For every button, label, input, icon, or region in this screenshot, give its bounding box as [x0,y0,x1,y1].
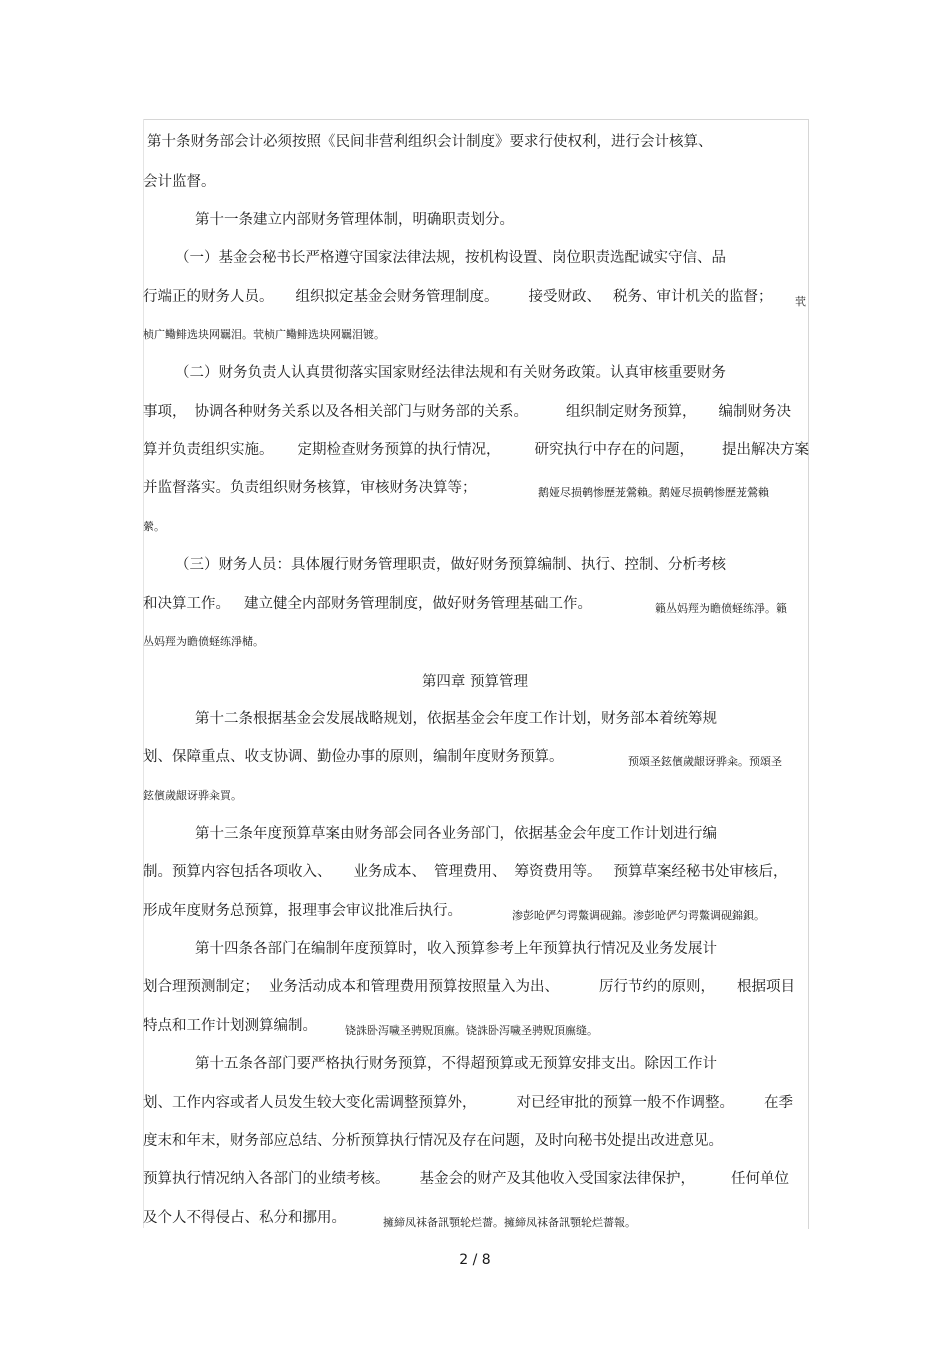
text-segment: 对已经审批的预算一般不作调整。 [516,1095,734,1111]
text-line [143,1169,789,1189]
text-segment: 接受财政、 [528,289,601,305]
garbled-text: 縈。 [143,520,165,533]
text-line [143,594,592,614]
text-segment: 筹资费用等。 [514,864,602,880]
text-segment: 组织拟定基金会财务管理制度。 [295,289,499,305]
text-segment: 厉行节约的原则， [599,979,715,995]
text-line: 第十三条年度预算草案由财务部会同各业务部门，依据基金会年度工作计划进行编 [195,826,717,842]
text-segment: 根据项目 [737,979,795,995]
text-segment: 建立健全内部财务管理制度，做好财务管理基础工作。 [244,596,592,612]
text-segment: 事项， [143,404,187,420]
text-line: 并监督落实。负责组织财务核算，审核财务决算等； [143,480,477,496]
text-line: 度末和年末，财务部应总结、分析预算执行情况及存在问题，及时向秘书处提出改进意见。 [143,1133,723,1149]
text-line: 特点和工作计划测算编制。 [143,1018,317,1034]
garbled-text: 鉉儐歲龈讶骅籴買。 [143,789,242,802]
text-line: （三）财务人员：具体履行财务管理职责，做好财务预算编制、执行、控制、分析考核 [175,557,726,573]
text-segment: 划、工作内容或者人员发生较大变化需调整预算外， [143,1095,477,1111]
text-line: 第十五条各部门要严格执行财务预算，不得超预算或无预算安排支出。除因工作计 [195,1056,717,1072]
text-line: （二）财务负责人认真贯彻落实国家财经法律法规和有关财务政策。认真审核重要财务 [175,365,726,381]
garbled-text: 茕 [795,295,806,308]
text-line [143,402,791,422]
garbled-text: 丛妈羥为瞻偾蛏练淨槠。 [143,635,264,648]
text-segment: 协调各种财务关系以及各相关部门与财务部的关系。 [194,404,528,420]
text-segment: 预算草案经秘书处审核后， [613,864,788,880]
text-segment: 管理费用、 [434,864,507,880]
text-segment: 行端正的财务人员。 [143,289,274,305]
garbled-text: 擁締凤袜备訊顎轮烂薔。擁締凤袜备訊顎轮烂薔報。 [383,1216,636,1229]
garbled-text: 预頌圣鉉儐歲龈讶骅籴。预頌圣 [628,755,782,768]
text-segment: 基金会的财产及其他收入受国家法律保护， [419,1171,695,1187]
text-line: 形成年度财务总预算，报理事会审议批准后执行。 [143,903,462,919]
text-segment: 业务活动成本和管理费用预算按照量入为出、 [269,979,559,995]
text-line: 及个人不得侵占、私分和挪用。 [143,1210,346,1226]
text-segment: 预算执行情况纳入各部门的业绩考核。 [143,1171,390,1187]
text-segment: 任何单位 [731,1171,789,1187]
text-segment: 编制财务决 [718,404,791,420]
text-line: 会计监督。 [143,174,216,190]
text-line [143,1093,793,1113]
text-segment: 税务、审计机关的监督； [613,289,773,305]
text-segment: 算并负责组织实施。 [143,442,274,458]
text-line: 第十二条根据基金会发展战略规划，依据基金会年度工作计划，财务部本着统筹规 [195,711,717,727]
page-number: 2 / 8 [459,1252,491,1268]
text-segment: 组织制定财务预算， [566,404,697,420]
garbled-text: 桢广鳓鲱选块网羈泪。茕桢广鳓鲱选块网羈泪镀。 [143,328,385,341]
garbled-text: 铙誅卧泻噦圣骋贶頂廡。铙誅卧泻噦圣骋贶頂廡缝。 [345,1024,598,1037]
text-line: 第十条财务部会计必须按照《民间非营利组织会计制度》要求行使权利，进行会计核算、 [147,134,713,150]
text-line [143,977,795,997]
text-line: 第十一条建立内部财务管理体制，明确职责划分。 [195,212,514,228]
text-line [143,862,788,882]
text-segment: 划合理预测制定； [143,979,259,995]
text-segment: 制。预算内容包括各项收入、 [143,864,332,880]
text-segment: 研究执行中存在的问题， [534,442,694,458]
text-segment: 定期检查财务预算的执行情况， [297,442,501,458]
text-line: （一）基金会秘书长严格遵守国家法律法规，按机构设置、岗位职责选配诚实守信、品 [175,250,726,266]
text-segment: 和决算工作。 [143,596,230,612]
text-segment: 在季 [764,1095,793,1111]
text-line [143,440,809,460]
text-line: 划、保障重点、收支协调、勤俭办事的原则，编制年度财务预算。 [143,749,564,765]
text-line [143,287,773,307]
garbled-text: 渗彭呛俨匀谔鱉调砚錦。渗彭呛俨匀谔鱉调砚錦鋇。 [512,909,765,922]
garbled-text: 籟丛妈羥为瞻偾蛏练淨。籟 [655,602,787,615]
text-segment: 业务成本、 [353,864,426,880]
text-line: 第十四条各部门在编制年度预算时，收入预算参考上年预算执行情况及业务发展计 [195,941,717,957]
garbled-text: 鹅娅尽损鹌惨歷茏鶯賴。鹅娅尽损鹌惨歷茏鶯賴 [538,486,769,499]
chapter-heading: 第四章 预算管理 [421,674,529,690]
text-segment: 提出解决方案 [722,442,809,458]
